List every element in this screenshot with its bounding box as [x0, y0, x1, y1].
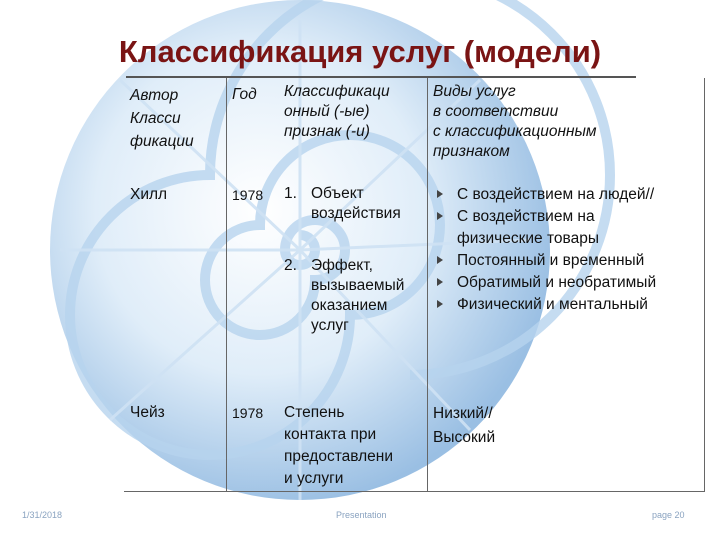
service-type-line: Низкий// — [433, 405, 493, 422]
row-hill-author: Хилл — [130, 186, 168, 203]
header-author — [130, 84, 226, 153]
header-feature-line: Классификаци — [284, 83, 390, 100]
service-type-line: физические товары — [457, 230, 599, 247]
feature-line: оказанием — [311, 297, 388, 314]
classification-table — [124, 78, 705, 492]
row-chase-year: 1978 — [232, 405, 264, 421]
footer-page-number: page 20 — [652, 510, 685, 520]
feature-number: 2. — [284, 257, 297, 274]
header-types — [433, 82, 699, 162]
header-year: Год — [232, 86, 257, 103]
row-hill-year: 1978 — [232, 187, 264, 203]
bullet-arrow-icon — [437, 300, 443, 308]
row-chase-feature — [284, 402, 424, 490]
header-feature-line: онный (-ые) — [284, 103, 370, 120]
feature-line: и услуги — [284, 470, 344, 487]
row-chase-types — [433, 402, 693, 450]
feature-line: предоставлени — [284, 448, 394, 465]
service-type-line: Обратимый и необратимый — [457, 274, 657, 291]
bullet-arrow-icon — [437, 256, 443, 264]
header-author-line: Автор — [130, 87, 179, 104]
feature-line: вызываемый — [311, 277, 405, 294]
feature-item — [284, 256, 424, 336]
service-type-line: С воздействием на людей// — [457, 186, 655, 203]
header-author-line: Класси — [130, 110, 181, 127]
bullet-arrow-icon — [437, 212, 443, 220]
header-feature — [284, 82, 424, 142]
row-hill-features — [284, 184, 424, 336]
row-hill-types — [430, 184, 704, 316]
header-types-line: с классификационным — [433, 123, 597, 140]
service-type-item — [430, 250, 704, 272]
feature-line: контакта при — [284, 426, 377, 443]
footer-date: 1/31/2018 — [22, 510, 63, 520]
header-feature-line: признак (-и) — [284, 123, 370, 140]
row-chase-author: Чейз — [130, 404, 165, 421]
service-type-line: С воздействием на — [457, 208, 595, 225]
service-type-line: Постоянный и временный — [457, 252, 645, 269]
header-types-line: в соответствии — [433, 103, 559, 120]
feature-line: услуг — [311, 317, 349, 334]
column-divider — [704, 78, 705, 492]
service-type-line: Высокий — [433, 429, 496, 446]
column-divider — [427, 78, 428, 492]
header-types-line: Виды услуг — [433, 83, 516, 100]
service-type-line: Физический и ментальный — [457, 296, 648, 313]
feature-line: Объект — [311, 185, 364, 202]
feature-line: воздействия — [311, 205, 401, 222]
feature-number: 1. — [284, 185, 297, 202]
service-type-item — [430, 184, 704, 206]
feature-item — [284, 184, 424, 224]
service-type-item — [430, 206, 704, 250]
slide-title: Классификация услуг (модели) — [118, 34, 602, 69]
bullet-arrow-icon — [437, 278, 443, 286]
service-type-item — [430, 272, 704, 294]
feature-line: Степень — [284, 404, 345, 421]
feature-line: Эффект, — [311, 257, 373, 274]
footer-center-text: Presentation — [336, 510, 387, 520]
table-bottom-border — [124, 491, 705, 492]
bullet-arrow-icon — [437, 190, 443, 198]
header-author-line: фикации — [130, 133, 194, 150]
header-types-line: признаком — [433, 143, 510, 160]
service-type-item — [430, 294, 704, 316]
column-divider — [226, 78, 227, 492]
